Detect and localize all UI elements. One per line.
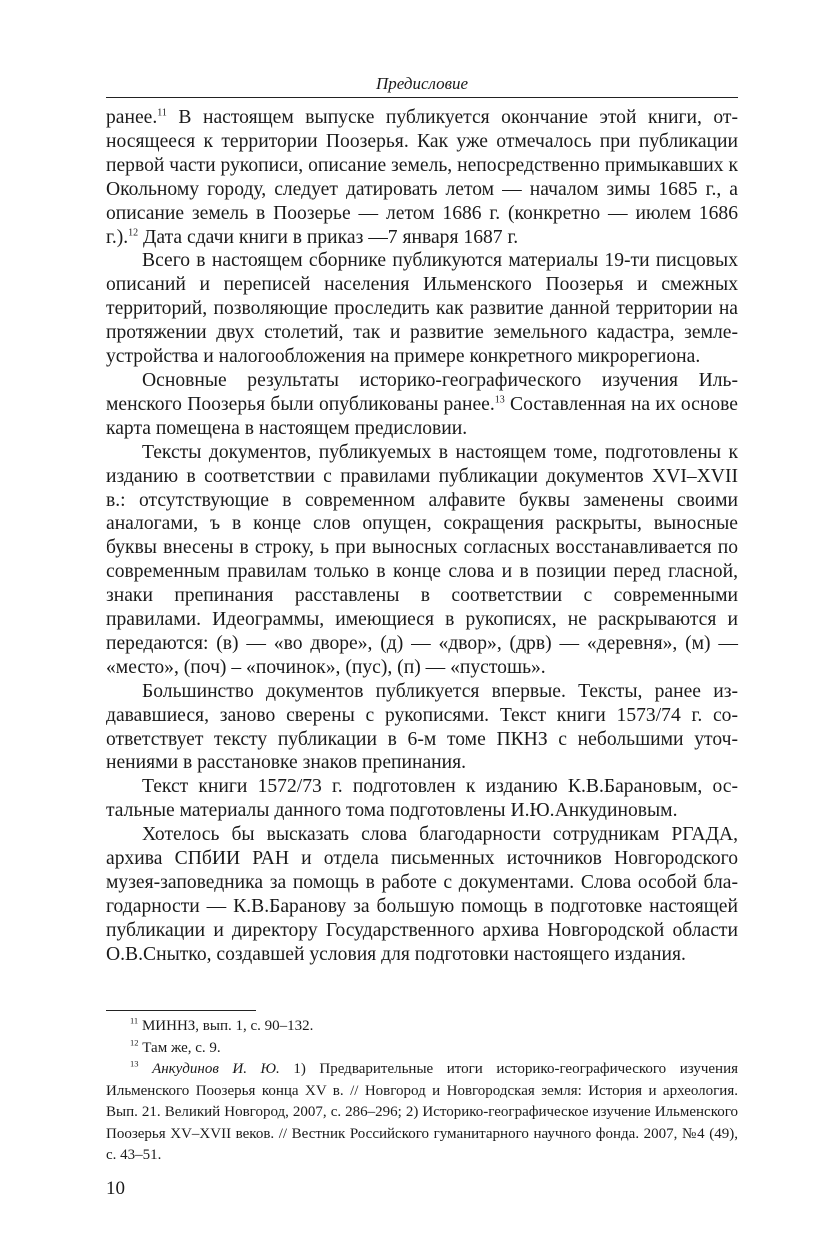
footnote-13: [106, 1059, 738, 1167]
paragraph-1: [106, 106, 738, 249]
paragraph-2: Всего в настоящем сборнике публикуются материалы 19-ти писцовых описаний и переписей населения Ильменского Поозерья и смежных территорий, позволяющие проследить как развитие данной территории на протяжении двух столетий, так и развитие земельного кадастра, землеустройства и налогообложения на примере конкретного микрорегиона.: [106, 250, 738, 368]
footnote-text: 1) Предварительные итоги историко-географического изучения Ильменского Поозерья конца XV в. // Новгород и Новгородская земля: История и археология. Вып. 21. Великий Новгород, 2007, с. 286–296; 2) Историко-географическое изучение Ильменского Поозерья XV–XVII веков. // Вестник Российского гуманитарного научного фонда. 2007, №4 (49), с. 43–51.: [106, 1061, 739, 1163]
footnote-number: 12: [130, 1037, 139, 1048]
page-number: 10: [106, 1178, 125, 1199]
paragraph-5: Большинство документов публикуется впервые. Тексты, ранее издававшиеся, заново сверены с рукописями. Текст книги 1573/74 г. соответствует тексту публикации в 6-м томе ПКНЗ с небольшими уточнениями в расстановке знаков препинания.: [106, 680, 738, 774]
paragraph-1-part-1: ранее.: [106, 107, 158, 128]
footnote-ref-11: 11: [157, 107, 167, 119]
footnote-text: Там же, с. 9.: [138, 1039, 221, 1056]
paragraph-3-part-1: Основные результаты историко-географического изучения Ильменского Поозерья были опубликованы ранее.: [106, 369, 738, 415]
footnote-text: МИННЗ, вып. 1, с. 90–132.: [138, 1018, 314, 1034]
paragraph-3-part-2: Составленная на их основе карта помещена в настоящем предисловии.: [106, 393, 738, 439]
footnote-rule: [106, 1010, 256, 1011]
footnote-number: 11: [130, 1015, 139, 1026]
paragraph-3: [106, 369, 738, 441]
main-text: [106, 106, 738, 967]
paragraph-6: Текст книги 1572/73 г. подготовлен к изданию К.В.Барановым, остальные материалы данного тома подготовлены И.Ю.Анкудиновым.: [106, 776, 738, 822]
paragraph-4: Тексты документов, публикуемых в настоящем томе, подготовлены к изданию в соответствии с правилами публикации документов XVI–XVII в.: отсутствующие в современном алфавите буквы заменены своими аналогами, ъ в конце слов опущен, сокращения раскрыты, выносные буквы внесены в строку, ь при выносных согласных восстанавливается по современным правилам только в конце слова и в позиции перед гласной, знаки препинания расставлены в соответствии с современными правилами. Идеограммы, имеющиеся в рукописях, не раскрываются и передаются: (в) — «во дворе», (д) — «двор», (дрв) — «деревня», (м) — «место», (поч) – «починок», (пус), (п) — «пустошь».: [106, 441, 738, 678]
footnote-author: Анкудинов И. Ю.: [152, 1061, 280, 1077]
footnote-ref-13: 13: [494, 394, 505, 406]
footnote-number: 13: [130, 1058, 139, 1069]
footnote-12: [106, 1038, 738, 1060]
header-rule: [106, 97, 738, 98]
footnote-ref-12: 12: [128, 227, 139, 239]
paragraph-7: Хотелось бы высказать слова благодарности сотрудникам РГАДА, архива СПбИИ РАН и отдела письменных источников Новгородского музея-заповедника за помощь в работе с документами. Слова особой благодарности — К.В.Баранову за большую помощь в подготовке настоящей публикации и директору Государственного архива Новгородской области О.В.Снытко, создавшей условия для подготовки настоящего издания.: [106, 824, 738, 965]
paragraph-1-part-2: В настоящем выпуске публикуется окончание этой книги, относящееся к территории Поозерья. Как уже отмечалось при публикации первой части рукописи, описание земель, непосредственно примыкавших к Окольному городу, следует датировать летом — началом зимы 1685 г., а описание земель в Поозерье — летом 1686 г. (конкретно — июлем 1686 г.).: [106, 107, 738, 248]
footnote-11: [106, 1016, 738, 1038]
footnotes: [106, 1016, 738, 1167]
running-header: Предисловие: [375, 74, 469, 93]
paragraph-1-part-3: Дата сдачи книги в приказ —7 января 1687 г.: [138, 226, 519, 248]
